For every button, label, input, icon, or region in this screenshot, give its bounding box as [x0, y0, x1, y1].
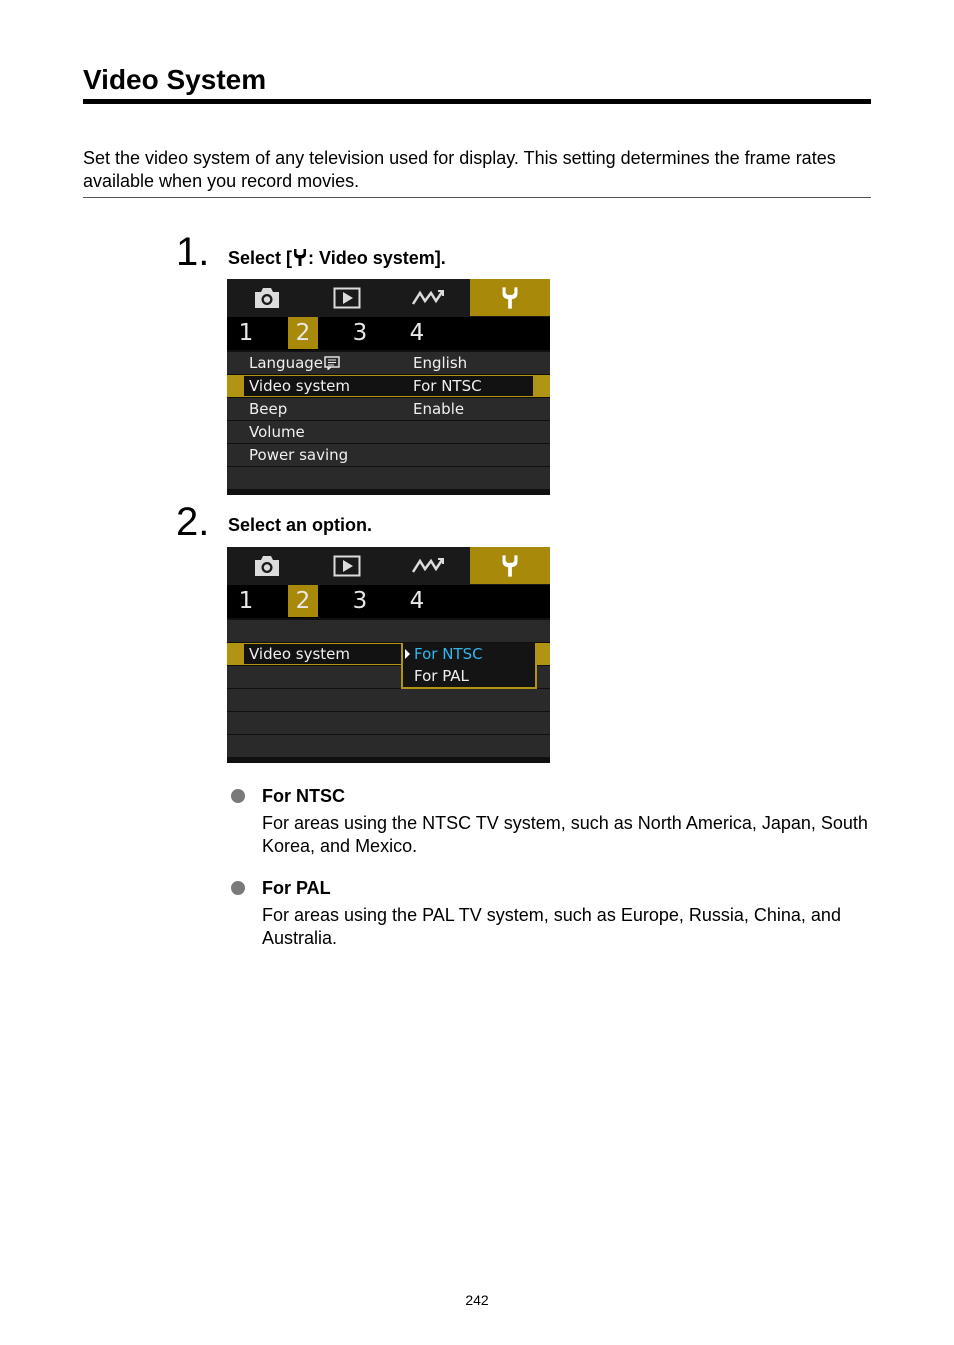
menu-row-label [249, 353, 340, 373]
menu-row-power-saving[interactable] [227, 444, 550, 466]
page-bar [227, 317, 550, 350]
page-bar [227, 585, 550, 618]
playback-icon [333, 555, 361, 577]
bullet-icon [231, 881, 245, 895]
intro-rule [83, 197, 871, 198]
option-for-ntsc[interactable] [403, 643, 535, 665]
page-4[interactable]: 4 [409, 320, 425, 346]
menu-row-label: Beep [249, 400, 288, 418]
page-number: 242 [465, 1292, 489, 1308]
page-3[interactable]: 3 [352, 320, 368, 346]
menu-row-label: Volume [249, 423, 305, 441]
tab-custom-functions[interactable] [388, 547, 468, 584]
intro-text: Set the video system of any television used for display. This setting determines the frame rates available when you record movies. [83, 148, 836, 191]
page-3[interactable]: 3 [352, 588, 368, 614]
menu-row-empty [227, 735, 550, 757]
menu-row-volume[interactable] [227, 421, 550, 443]
wrench-icon [500, 554, 520, 578]
menu-row-value: For NTSC [413, 377, 482, 395]
option-label: For NTSC [414, 645, 483, 663]
menu-row-value: Enable [413, 400, 465, 418]
page-1[interactable]: 1 [238, 588, 254, 614]
tab-shooting[interactable] [227, 279, 307, 316]
option-for-pal[interactable] [403, 665, 535, 687]
page-1[interactable]: 1 [238, 320, 254, 346]
step-1-text [228, 248, 446, 269]
tab-shooting[interactable] [227, 547, 307, 584]
tab-bar [227, 279, 550, 317]
language-icon [324, 356, 340, 370]
video-system-dropdown [401, 643, 537, 689]
custom-function-icon [411, 289, 445, 307]
page-2[interactable]: 2 [288, 317, 318, 349]
menu-row-empty [227, 620, 550, 642]
tab-custom-functions[interactable] [388, 279, 468, 316]
camera-icon [253, 287, 281, 309]
page-4[interactable]: 4 [409, 588, 425, 614]
language-label: Language [249, 354, 324, 372]
menu-row-label: Video system [249, 645, 351, 663]
option-desc-pal: For areas using the PAL TV system, such as Europe, Russia, China, and Australia. [262, 905, 841, 948]
camera-icon [253, 555, 281, 577]
menu-row-label: Power saving [249, 446, 349, 464]
step-1-number: 1. [176, 230, 210, 274]
option-title-pal: For PAL [262, 878, 331, 898]
option-desc-ntsc: For areas using the NTSC TV system, such as North America, Japan, South Korea, and Mexico. [262, 813, 868, 856]
menu-row-label: Video system [249, 377, 351, 395]
selection-caret-icon [405, 649, 410, 659]
camera-screen-1 [227, 279, 550, 495]
step-1-text-before: Select [ [228, 248, 293, 268]
page-title: Video System [83, 64, 267, 95]
tab-bar [227, 547, 550, 585]
tab-setup[interactable] [470, 547, 550, 584]
step-2-text: Select an option. [228, 515, 373, 535]
title-rule [83, 99, 871, 104]
wrench-icon [500, 286, 520, 310]
menu-row-value: English [413, 354, 468, 372]
wrench-icon [292, 248, 308, 267]
page-2[interactable]: 2 [288, 585, 318, 617]
tab-setup[interactable] [470, 279, 550, 316]
menu-row-empty [227, 712, 550, 734]
bullet-icon [231, 789, 245, 803]
menu-row-language[interactable] [227, 352, 550, 374]
step-1-text-after: : Video system]. [308, 248, 446, 268]
menu-row-beep[interactable] [227, 398, 550, 420]
tab-playback[interactable] [307, 279, 387, 316]
custom-function-icon [411, 557, 445, 575]
playback-icon [333, 287, 361, 309]
option-label: For PAL [414, 667, 469, 685]
menu-row-empty [227, 467, 550, 489]
tab-playback[interactable] [307, 547, 387, 584]
option-title-ntsc: For NTSC [262, 786, 345, 806]
camera-screen-2 [227, 547, 550, 763]
menu-row-video-system[interactable] [227, 375, 550, 397]
menu-row-empty [227, 689, 550, 711]
step-2-number: 2. [176, 500, 210, 544]
